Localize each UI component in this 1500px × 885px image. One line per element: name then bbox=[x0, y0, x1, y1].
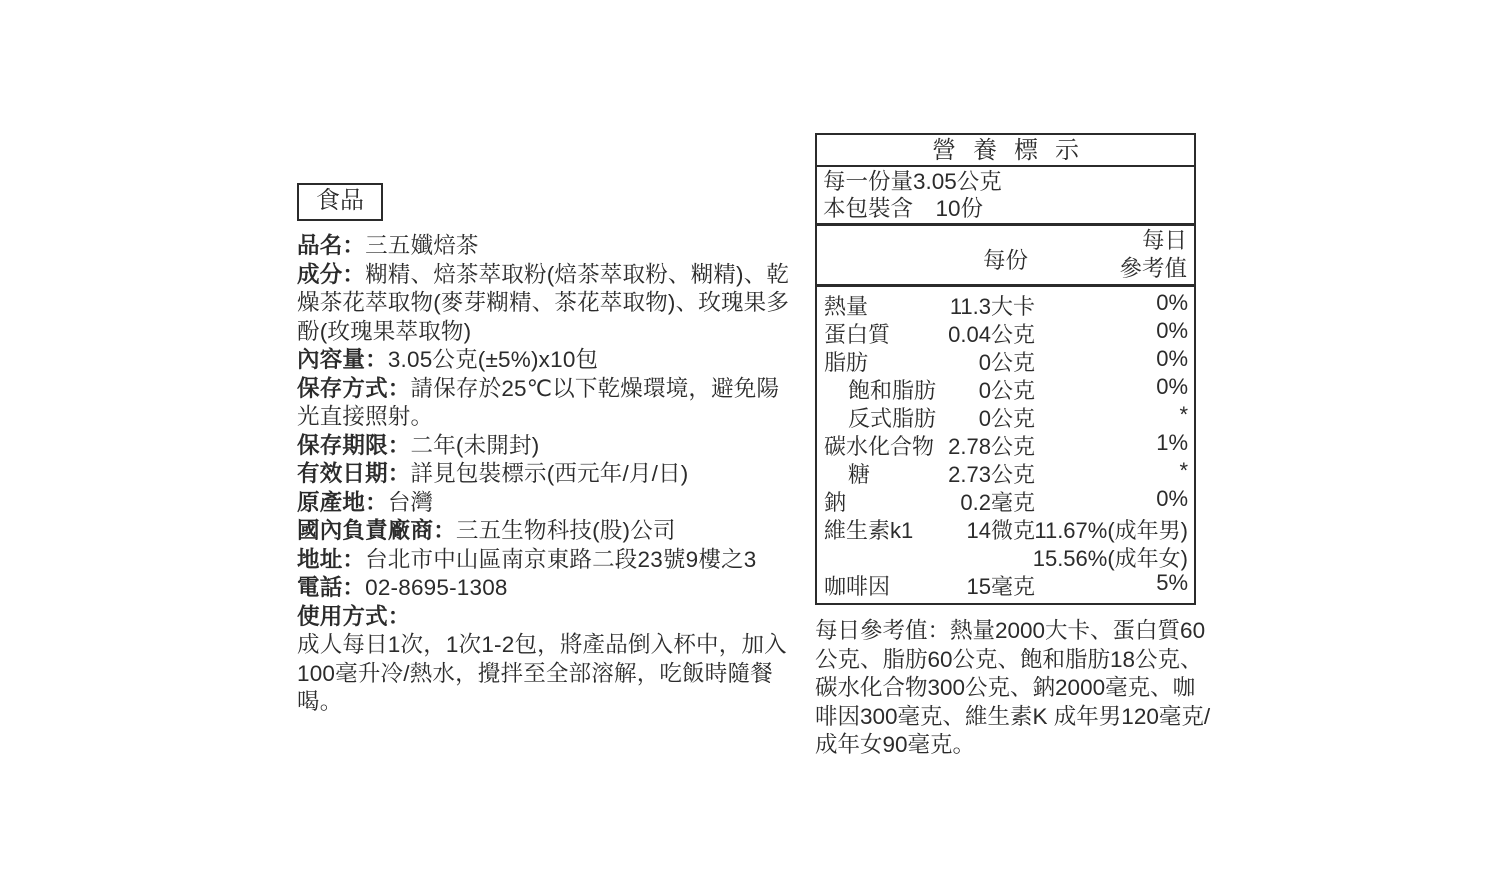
nutrient-daily-value: 1% bbox=[1156, 430, 1188, 455]
nutrient-row-protein bbox=[817, 318, 1194, 346]
field-ingredients bbox=[297, 261, 791, 347]
field-value: 02-8695-1308 bbox=[365, 575, 508, 600]
field-label: 保存方式： bbox=[297, 375, 411, 401]
nutrient-amount: 0.04公克 bbox=[948, 322, 1035, 347]
field-label: 國內負責廠商： bbox=[297, 518, 456, 543]
field-value: 台灣 bbox=[387, 489, 434, 515]
field-value: 二年(未開封) bbox=[410, 432, 540, 458]
nutrient-name: 脂肪 bbox=[824, 350, 869, 375]
nutrient-daily-value: 0% bbox=[1156, 290, 1188, 315]
nutrient-row-saturated-fat bbox=[817, 374, 1194, 402]
nutrient-row-caffeine bbox=[817, 570, 1194, 598]
field-value: 詳見包裝標示(西元年/月/日) bbox=[410, 461, 689, 486]
nutrient-daily-value: 5% bbox=[1156, 570, 1188, 595]
nutrient-amount: 0公克 bbox=[978, 350, 1035, 375]
field-origin bbox=[297, 489, 791, 518]
nutrient-amount: 0公克 bbox=[978, 406, 1035, 431]
nutrient-amount: 11.3大卡 bbox=[949, 294, 1035, 319]
field-manufacturer bbox=[297, 517, 791, 546]
nutrient-row-vitamin-k1 bbox=[817, 514, 1194, 570]
nutrient-name: 維生素k1 bbox=[824, 518, 914, 543]
nutrient-name: 飽和脂肪 bbox=[848, 378, 937, 403]
serving-info bbox=[817, 167, 1194, 226]
field-label: 成分： bbox=[297, 261, 366, 287]
field-value: 三五孅焙茶 bbox=[365, 233, 479, 258]
nutrient-amount: 2.78公克 bbox=[948, 434, 1035, 459]
field-label: 電話： bbox=[297, 575, 366, 600]
nutrient-name: 咖啡因 bbox=[824, 574, 891, 599]
nutrient-row-sodium bbox=[817, 486, 1194, 514]
field-usage-label bbox=[297, 603, 791, 632]
field-value: 請保存於25℃以下乾燥環境，避免陽光直接照射。 bbox=[297, 375, 780, 429]
nutrient-amount: 2.73公克 bbox=[948, 462, 1035, 487]
field-label: 使用方式： bbox=[297, 603, 411, 629]
field-address bbox=[297, 546, 791, 575]
daily-value-column-header bbox=[1119, 227, 1187, 283]
field-label: 品名： bbox=[297, 233, 366, 258]
nutrient-amount: 0.2毫克 bbox=[960, 490, 1035, 515]
field-expiry-date bbox=[297, 460, 791, 489]
serving-size: 每一份量3.05公克 bbox=[823, 169, 1002, 194]
nutrient-name: 糖 bbox=[848, 462, 871, 487]
nutrient-row-fat bbox=[817, 346, 1194, 374]
nutrient-row-trans-fat bbox=[817, 402, 1194, 430]
nutrient-name: 蛋白質 bbox=[824, 322, 891, 347]
field-shelf-life bbox=[297, 432, 791, 461]
servings-per-pack: 本包裝含 10份 bbox=[823, 196, 984, 221]
field-label: 地址： bbox=[297, 546, 366, 572]
nutrition-title-text: 營養標示 bbox=[932, 137, 1096, 164]
nutrition-title bbox=[817, 135, 1194, 167]
nutrient-name: 碳水化合物 bbox=[824, 434, 935, 459]
nutrient-daily-value-female: 15.56%(成年女) bbox=[1032, 546, 1188, 571]
nutrient-row-sugar bbox=[817, 458, 1194, 486]
nutrition-table bbox=[815, 133, 1196, 605]
nutrient-daily-value: 0% bbox=[1156, 486, 1188, 511]
field-value: 糊精、焙茶萃取粉(焙茶萃取粉、糊精)、乾燥茶花萃取物(麥芽糊精、茶花萃取物)、玫瑰果多酚(玫瑰果萃取物) bbox=[297, 261, 790, 344]
nutrient-daily-value: 0% bbox=[1156, 346, 1188, 371]
nutrient-amount: 15毫克 bbox=[966, 574, 1035, 599]
nutrient-name: 反式脂肪 bbox=[848, 406, 937, 431]
daily-value-header-line2: 參考值 bbox=[1119, 256, 1187, 281]
nutrient-daily-value: 11.67%(成年男) bbox=[1034, 518, 1188, 543]
field-value: 台北市中山區南京東路二段23號9樓之3 bbox=[365, 546, 757, 572]
nutrient-name: 鈉 bbox=[824, 490, 847, 515]
field-label: 原產地： bbox=[297, 489, 388, 515]
nutrient-daily-value: * bbox=[1179, 402, 1188, 427]
category-badge-wrap bbox=[297, 183, 791, 221]
per-serving-column-header: 每份 bbox=[982, 248, 1028, 273]
column-headers bbox=[817, 226, 1194, 287]
field-net-content bbox=[297, 346, 791, 375]
field-label: 保存期限： bbox=[297, 432, 411, 458]
nutrient-rows bbox=[817, 287, 1194, 603]
nutrient-amount: 0公克 bbox=[978, 378, 1035, 403]
field-label: 內容量： bbox=[297, 347, 388, 372]
field-usage-text bbox=[297, 631, 791, 717]
nutrient-daily-value: 0% bbox=[1156, 318, 1188, 343]
field-label: 有效日期： bbox=[297, 461, 411, 486]
field-value: 3.05公克(±5%)x10包 bbox=[387, 347, 599, 372]
nutrient-daily-value: * bbox=[1179, 458, 1188, 483]
field-product-name bbox=[297, 232, 791, 261]
field-value: 三五生物科技(股)公司 bbox=[455, 518, 676, 543]
category-badge: 食品 bbox=[297, 183, 383, 221]
nutrient-daily-value: 0% bbox=[1156, 374, 1188, 399]
nutrient-row-calories bbox=[817, 290, 1194, 318]
nutrient-name: 熱量 bbox=[824, 294, 869, 319]
field-value: 成人每日1次，1次1-2包，將產品倒入杯中，加入100毫升冷/熱水，攪拌至全部溶解，吃飯時隨餐喝。 bbox=[297, 632, 787, 714]
daily-value-header-line1: 每日 bbox=[1141, 228, 1187, 253]
daily-value-footnote: 每日參考值：熱量2000大卡、蛋白質60公克、脂肪60公克、飽和脂肪18公克、碳水化合物300公克、鈉2000毫克、咖啡因300毫克、維生素K 成年男120毫克/成年女90毫克。 bbox=[815, 618, 1211, 757]
field-phone bbox=[297, 574, 791, 603]
field-storage bbox=[297, 375, 791, 432]
nutrient-row-carbohydrate bbox=[817, 430, 1194, 458]
nutrient-amount: 14微克 bbox=[966, 518, 1035, 543]
product-info-block bbox=[297, 183, 791, 717]
